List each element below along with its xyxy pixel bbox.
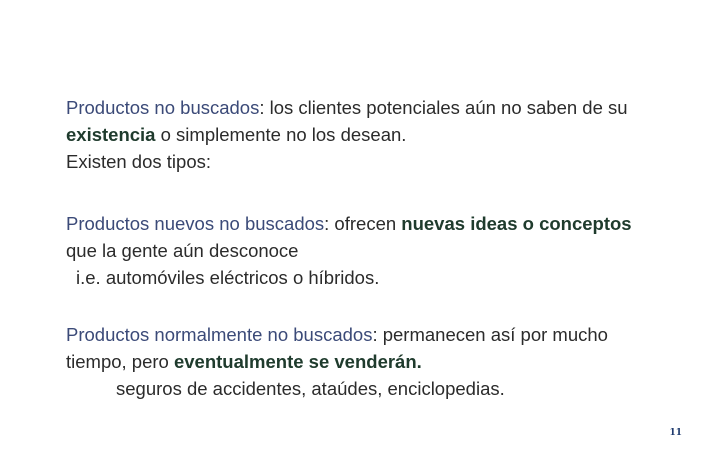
- bullet-line: [46, 121, 686, 148]
- bullet-line: [46, 210, 686, 237]
- bullet-term: Productos nuevos no buscados: [66, 213, 325, 234]
- bullet-line: [46, 375, 686, 402]
- bullet-text: : los clientes potenciales aún no saben de su: [259, 97, 628, 118]
- bullet-line: [46, 94, 686, 121]
- bullet-text: que la gente aún desconoce: [66, 240, 299, 261]
- bullet-term: Productos normalmente no buscados: [66, 324, 373, 345]
- bullet-emphasis: nuevas ideas o conceptos: [401, 213, 632, 234]
- bullet-text: seguros de accidentes, ataúdes, enciclopedias.: [116, 378, 505, 399]
- bullet-text: : ofrecen: [324, 213, 402, 234]
- bullet-text: Existen dos tipos:: [66, 151, 211, 172]
- bullet-productos-no-buscados: [46, 94, 686, 175]
- bullet-line: [46, 321, 686, 348]
- bullet-line: [46, 264, 686, 291]
- bullet-productos-normalmente-no-buscados: [46, 321, 686, 402]
- bullet-emphasis: eventualmente se venderán.: [173, 351, 422, 372]
- bullet-text: o simplemente no los desean.: [155, 124, 407, 145]
- bullet-line: [46, 348, 686, 375]
- bullet-line: [46, 237, 686, 264]
- bullet-line: [46, 148, 686, 175]
- bullet-text: : permanecen así por mucho: [372, 324, 608, 345]
- page-number: 11: [669, 428, 682, 438]
- bullet-productos-nuevos-no-buscados: [46, 210, 686, 291]
- bullet-emphasis: existencia: [66, 124, 156, 145]
- bullet-text: tiempo, pero: [66, 351, 174, 372]
- bullet-text: i.e. automóviles eléctricos o híbridos.: [76, 267, 380, 288]
- bullet-term: Productos no buscados: [66, 97, 260, 118]
